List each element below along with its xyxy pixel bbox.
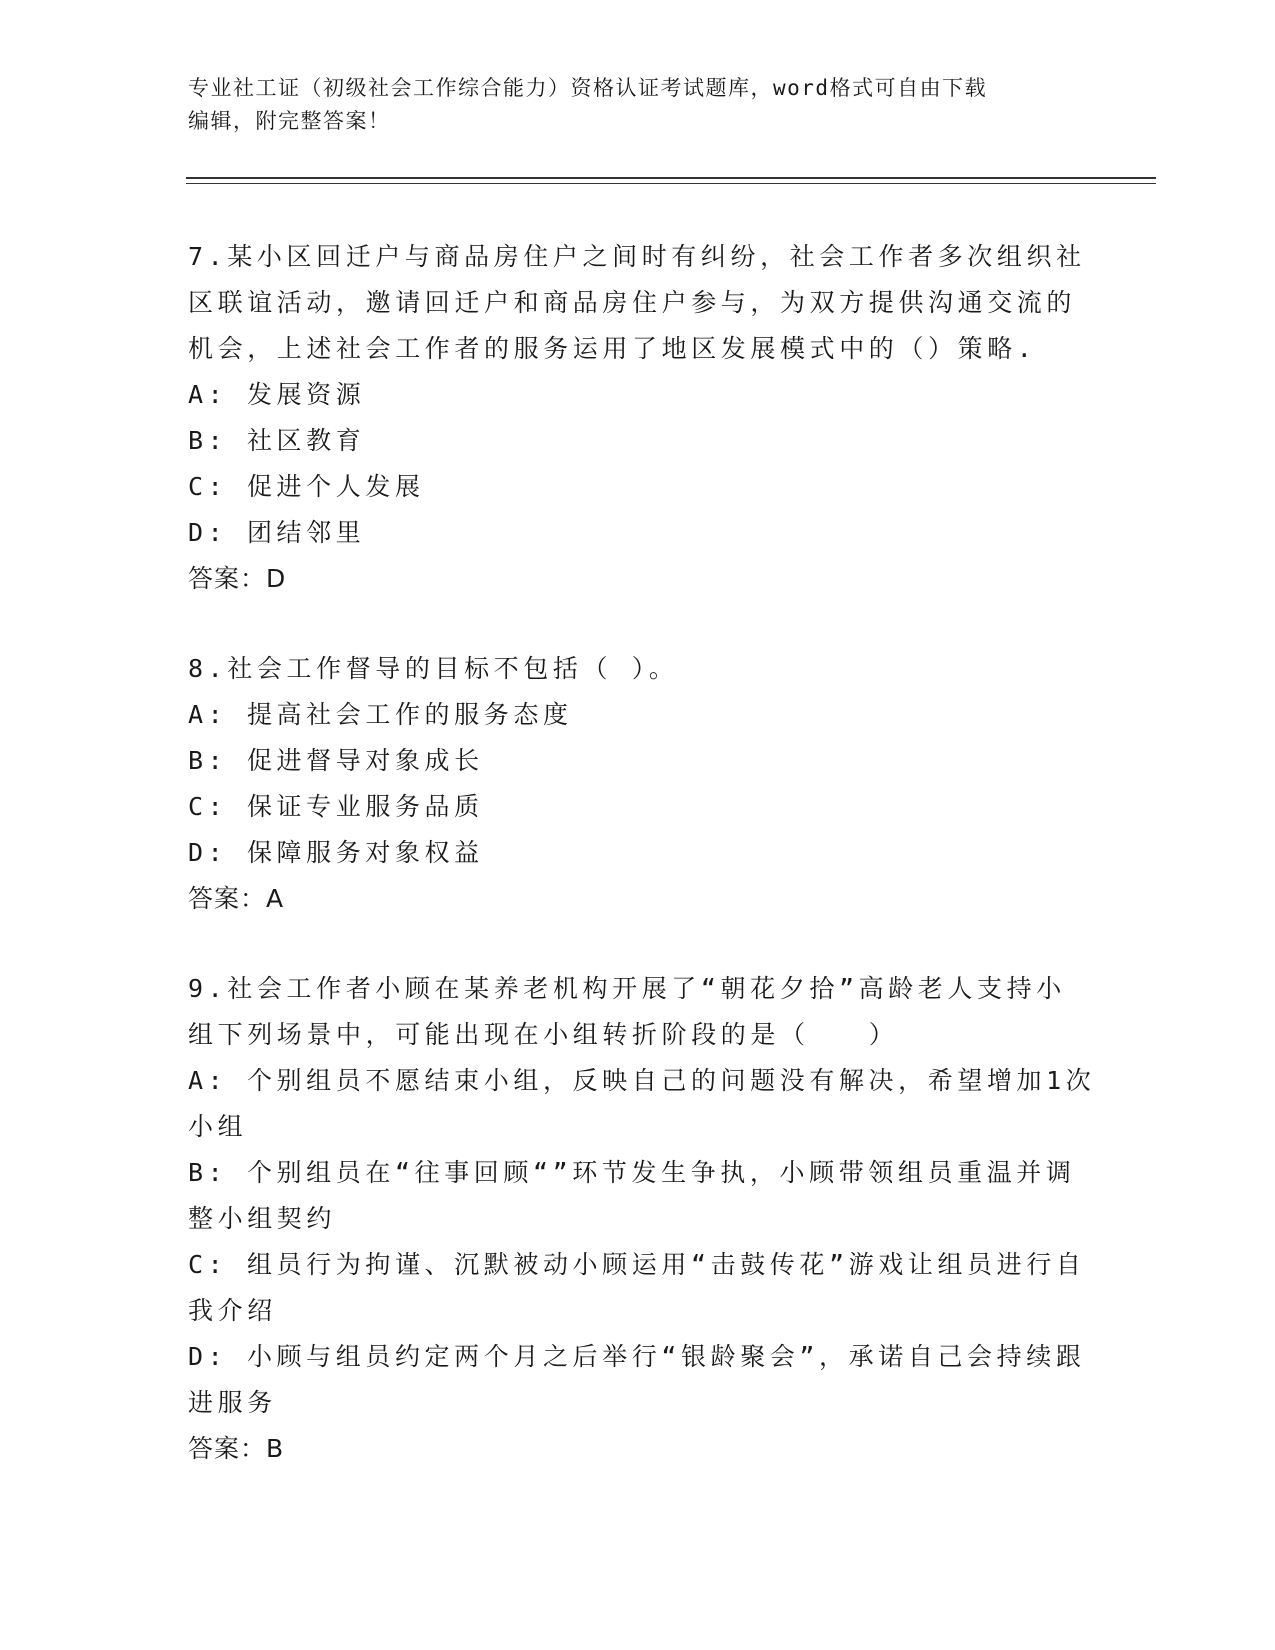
option-b-continued: 整小组契约 bbox=[188, 1204, 337, 1233]
option-c: C: 保证专业服务品质 bbox=[188, 792, 484, 821]
option-b: B: 社区教育 bbox=[188, 426, 366, 455]
question-7 bbox=[188, 234, 1088, 602]
question-stem-line: 机会，上述社会工作者的服务运用了地区发展模式中的（）策略. bbox=[188, 334, 1037, 363]
option-c-continued: 我介绍 bbox=[188, 1296, 277, 1325]
option-d: D: 保障服务对象权益 bbox=[188, 838, 484, 867]
option-d: D: 小顾与组员约定两个月之后举行“银龄聚会”，承诺自己会持续跟 bbox=[188, 1342, 1086, 1371]
header-line-1: 专业社工证（初级社会工作综合能力）资格认证考试题库，word格式可自由下载 bbox=[188, 76, 988, 100]
option-a: A: 发展资源 bbox=[188, 380, 366, 409]
option-d: D: 团结邻里 bbox=[188, 518, 366, 547]
option-a: A: 个别组员不愿结束小组，反映自己的问题没有解决，希望增加1次 bbox=[188, 1066, 1096, 1095]
option-c: C: 组员行为拘谨、沉默被动小顾运用“击鼓传花”游戏让组员进行自 bbox=[188, 1250, 1086, 1279]
answer-line: 答案：D bbox=[188, 564, 287, 593]
answer-line: 答案：A bbox=[188, 884, 285, 913]
header-rule-thin bbox=[186, 183, 1156, 184]
answer-line: 答案：B bbox=[188, 1434, 285, 1463]
question-list bbox=[188, 234, 1096, 1516]
question-stem-line: 8.社会工作督导的目标不包括（ ）。 bbox=[188, 654, 679, 683]
header-line-2: 编辑，附完整答案！ bbox=[188, 109, 391, 133]
option-d-continued: 进服务 bbox=[188, 1388, 277, 1417]
question-8 bbox=[188, 646, 1088, 922]
question-stem-line: 区联谊活动，邀请回迁户和商品房住户参与，为双方提供沟通交流的 bbox=[188, 288, 1077, 317]
option-a: A: 提高社会工作的服务态度 bbox=[188, 700, 573, 729]
question-stem-line: 9.社会工作者小顾在某养老机构开展了“朝花夕拾”高龄老人支持小 bbox=[188, 974, 1066, 1003]
option-a-continued: 小组 bbox=[188, 1112, 248, 1141]
option-b: B: 促进督导对象成长 bbox=[188, 746, 484, 775]
page-header bbox=[188, 72, 1088, 138]
option-b: B: 个别组员在“往事回顾“”环节发生争执，小顾带领组员重温并调 bbox=[188, 1158, 1076, 1187]
option-c: C: 促进个人发展 bbox=[188, 472, 425, 501]
question-9 bbox=[188, 966, 1096, 1472]
question-stem-line: 7.某小区回迁户与商品房住户之间时有纠纷，社会工作者多次组织社 bbox=[188, 242, 1086, 271]
header-rule-thick bbox=[186, 177, 1156, 179]
question-stem-line: 组下列场景中，可能出现在小组转折阶段的是（ ） bbox=[188, 1020, 899, 1049]
